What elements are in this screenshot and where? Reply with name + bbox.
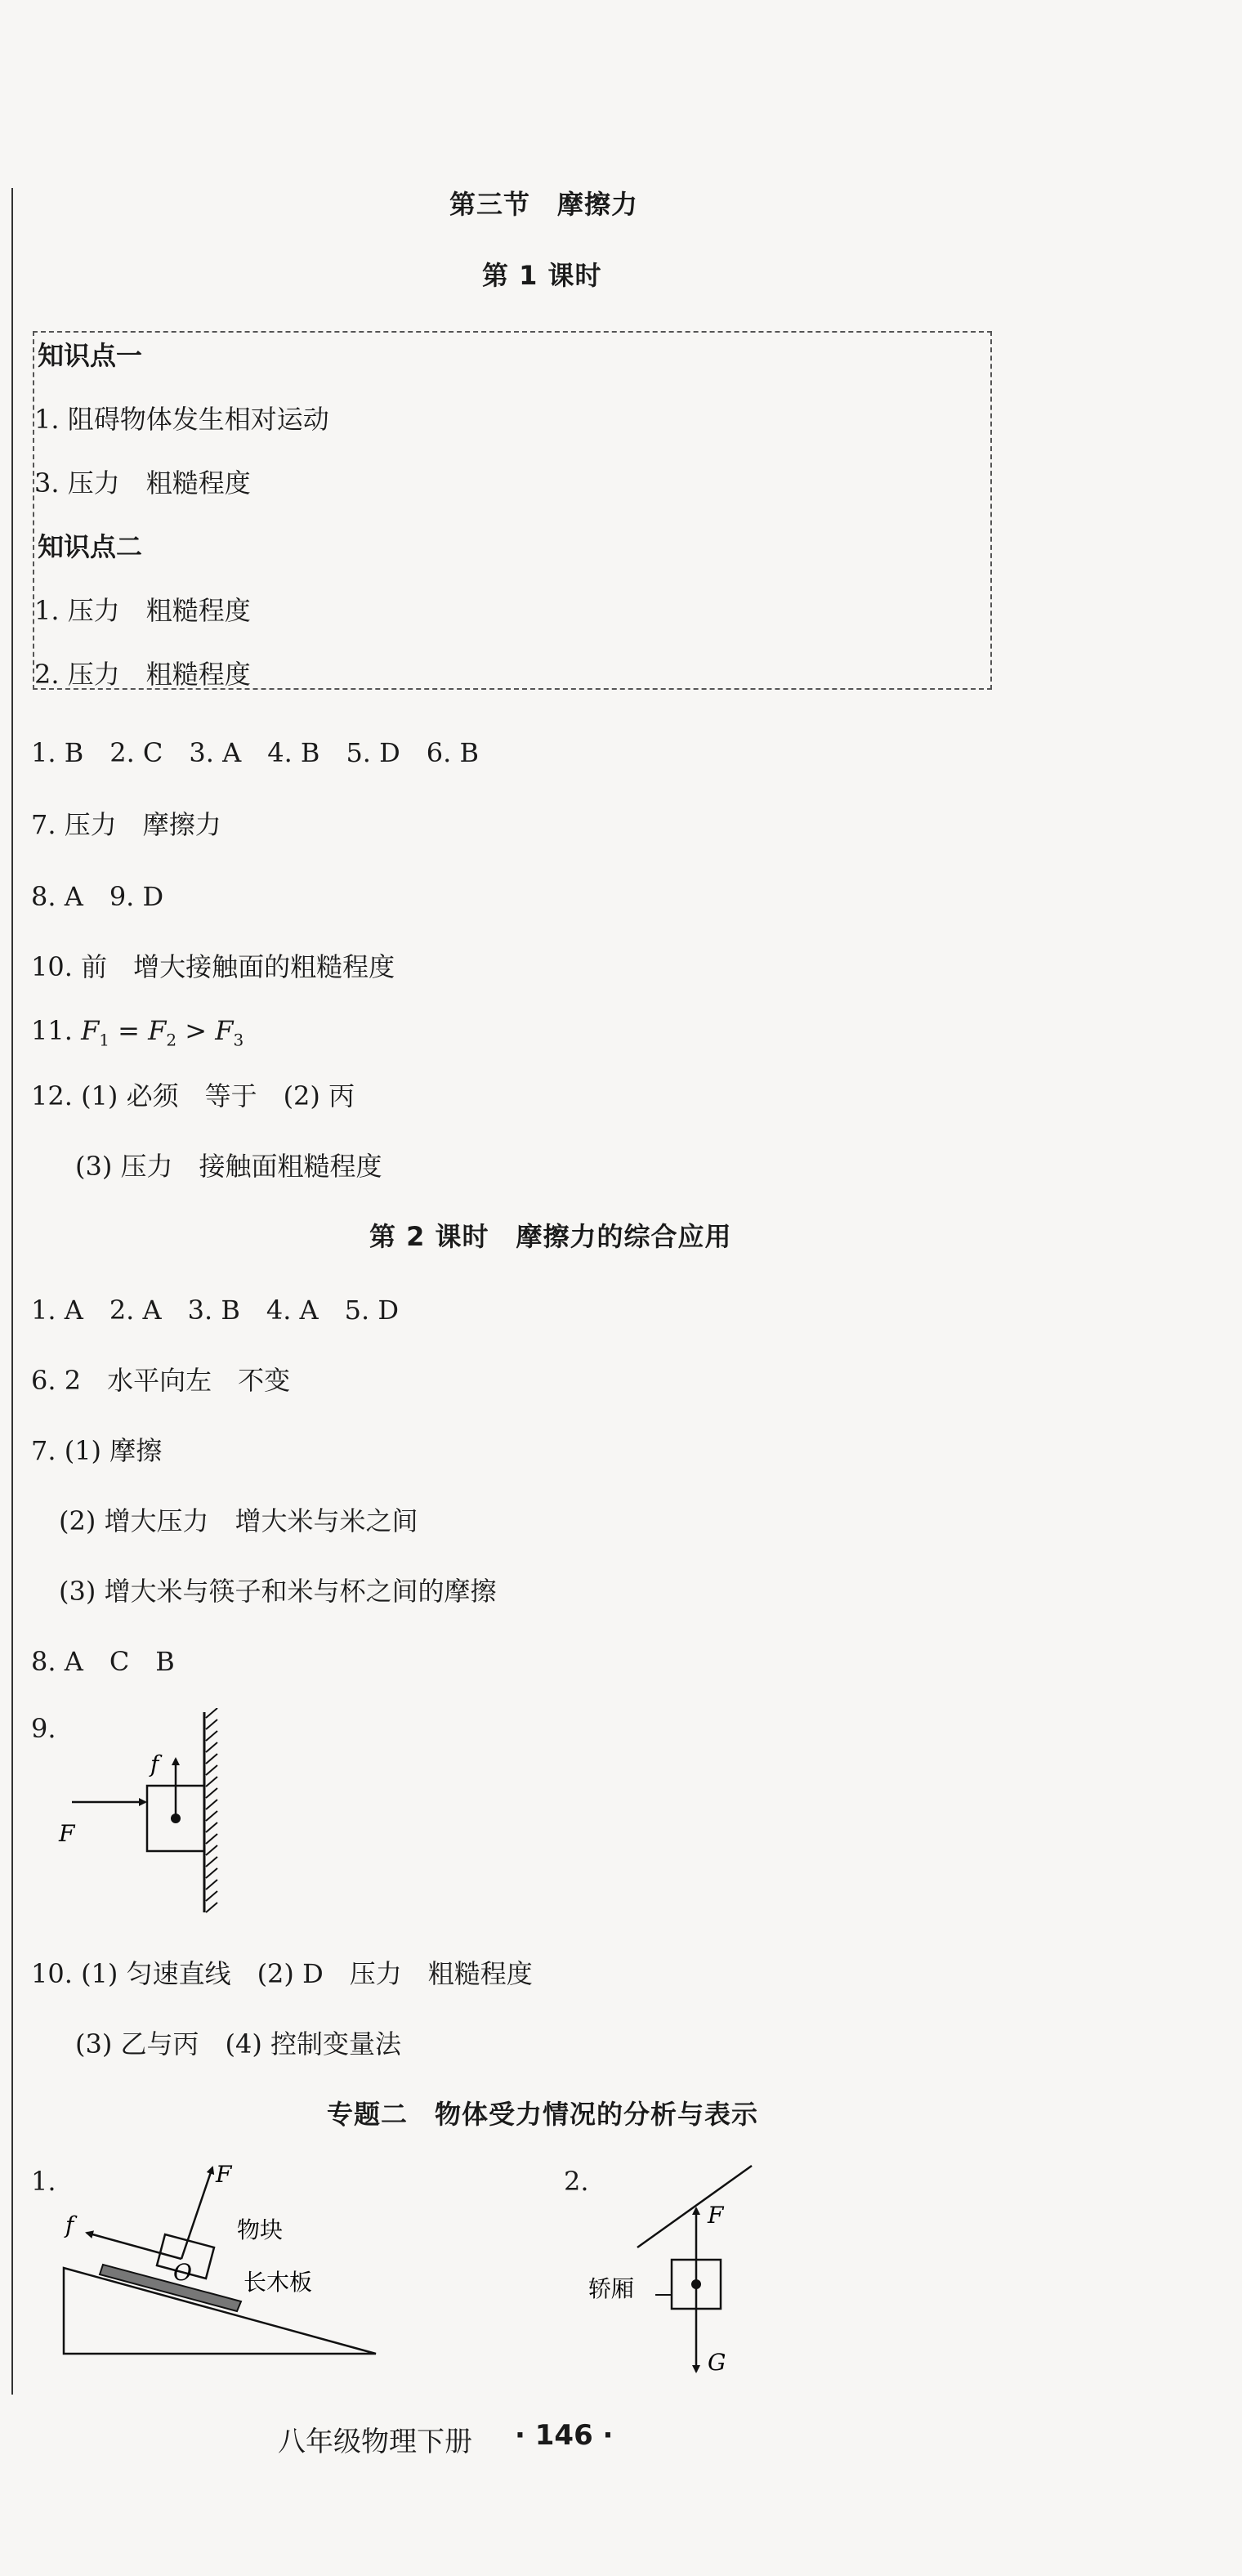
footer-book-title: 八年级物理下册 xyxy=(278,2426,472,2458)
q1-label-f: f xyxy=(65,2212,74,2238)
q1-label-O: O xyxy=(173,2259,192,2286)
topic2-title: 专题二 物体受力情况的分析与表示 xyxy=(327,2099,759,2130)
knowledge-2-item-1: 1. 压力 粗糙程度 xyxy=(34,595,251,626)
q10-line-1: 10. (1) 匀速直线 (2) D 压力 粗糙程度 xyxy=(31,1958,533,1989)
footer-page-number: · 146 · xyxy=(515,2419,614,2452)
knowledge-heading-2: 知识点二 xyxy=(38,531,143,562)
q10-line-2: (3) 乙与丙 (4) 控制变量法 xyxy=(75,2028,402,2059)
lesson2-answer-line: 1. A 2. A 3. B 4. A 5. D xyxy=(31,1295,400,1326)
q1-label-board: 长木板 xyxy=(243,2269,313,2296)
knowledge-1-item-3: 3. 压力 粗糙程度 xyxy=(34,467,251,499)
q2-label-F: F xyxy=(708,2202,724,2229)
lesson1-title: 第 1 课时 xyxy=(482,260,602,291)
q9-label-F: F xyxy=(59,1820,75,1847)
knowledge-1-item-1: 1. 阻碍物体发生相对运动 xyxy=(34,404,329,435)
q2-label-car: 轿厢 xyxy=(588,2275,635,2302)
lesson1-answer-line: 8. A 9. D xyxy=(31,881,164,912)
q9-label-f: f xyxy=(150,1751,159,1778)
topic2-q1-incline-diagram xyxy=(49,2158,392,2362)
lesson1-answer-line: 1. B 2. C 3. A 4. B 5. D 6. B xyxy=(31,737,480,768)
q11-formula: $F_1 = F_2 > F_3$ xyxy=(81,1015,244,1050)
q2-label-G: G xyxy=(708,2349,726,2376)
lesson2-answer-line: 8. A C B xyxy=(31,1646,175,1677)
q9-force-diagram xyxy=(49,1708,261,1921)
topic2-q2-number: 2. xyxy=(564,2166,589,2197)
topic2-q1-number: 1. xyxy=(31,2166,56,2197)
left-margin-rule xyxy=(11,188,13,2395)
q12-line-2: (3) 压力 接触面粗糙程度 xyxy=(75,1151,382,1182)
topic2-q2-elevator-diagram xyxy=(588,2158,784,2386)
lesson2-answer-line: (2) 增大压力 增大米与米之间 xyxy=(59,1505,418,1536)
q1-label-block: 物块 xyxy=(237,2216,284,2243)
q9-number: 9. xyxy=(31,1713,56,1744)
lesson1-answer-line: 10. 前 增大接触面的粗糙程度 xyxy=(31,951,395,982)
lesson2-title: 第 2 课时 摩擦力的综合应用 xyxy=(369,1221,732,1252)
q12-line-1: 12. (1) 必须 等于 (2) 丙 xyxy=(31,1080,355,1111)
lesson2-answer-line: 7. (1) 摩擦 xyxy=(31,1435,163,1466)
section-title: 第三节 摩擦力 xyxy=(449,189,639,220)
knowledge-2-item-2: 2. 压力 粗糙程度 xyxy=(34,659,251,690)
q1-label-F: F xyxy=(216,2161,232,2188)
knowledge-heading-1: 知识点一 xyxy=(38,340,143,371)
knowledge-box xyxy=(33,331,992,690)
q11-number: 11. xyxy=(31,1015,73,1046)
lesson2-answer-line: 6. 2 水平向左 不变 xyxy=(31,1365,291,1396)
lesson1-answer-line: 7. 压力 摩擦力 xyxy=(31,809,221,840)
lesson2-answer-line: (3) 增大米与筷子和米与杯之间的摩擦 xyxy=(59,1576,497,1607)
q11-line xyxy=(31,1015,243,1049)
